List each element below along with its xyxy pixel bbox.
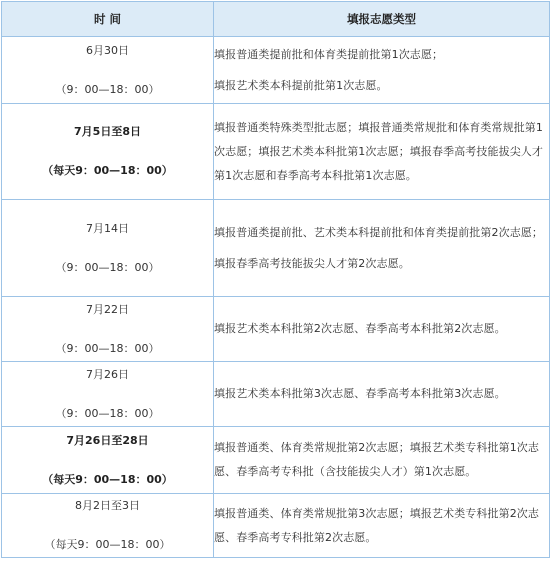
type-paragraph: 填报艺术类本科提前批第1次志愿。 [214, 78, 388, 92]
date-text: 7月14日 [86, 221, 129, 235]
table-row [2, 427, 550, 494]
table-header-row [2, 2, 550, 37]
type-paragraph: 填报普通类提前批、艺术类本科提前批和体育类提前批第2次志愿； [214, 225, 543, 239]
type-paragraph: 填报春季高考技能拔尖人才第2次志愿。 [214, 256, 410, 270]
type-cell [214, 37, 550, 104]
type-paragraph: 填报普通类、体育类常规批第2次志愿；填报艺术类专科批第1次志愿、春季高考专科批（含技能拔尖人才）第1次志愿。 [214, 441, 539, 478]
type-paragraph: 填报艺术类本科批第2次志愿、春季高考本科批第2次志愿。 [214, 322, 506, 335]
time-cell [2, 362, 214, 427]
hours-text: （9：00—18：00） [55, 406, 160, 420]
date-text: 7月22日 [86, 302, 129, 316]
type-cell [214, 200, 550, 297]
time-cell [2, 37, 214, 104]
type-cell [214, 494, 550, 558]
time-cell [2, 494, 214, 558]
hours-text: （9：00—18：00） [55, 341, 160, 355]
hours-text: （每天9：00—18：00） [42, 472, 173, 486]
type-cell [214, 362, 550, 427]
type-paragraph: 填报艺术类本科批第3次志愿、春季高考本科批第3次志愿。 [214, 387, 506, 400]
column-header-type: 填报志愿类型 [214, 2, 550, 37]
hours-text: （每天9：00—18：00） [44, 538, 171, 551]
time-cell [2, 427, 214, 494]
column-header-time: 时 间 [2, 2, 214, 37]
table-row [2, 362, 550, 427]
table-row [2, 200, 550, 297]
table-row [2, 494, 550, 558]
date-text: 7月26日 [86, 367, 129, 381]
time-cell [2, 200, 214, 297]
volunteer-schedule-table [1, 1, 550, 558]
date-text: 7月5日至8日 [74, 125, 141, 138]
type-paragraph: 填报普通类特殊类型批志愿；填报普通类常规批和体育类常规批第1次志愿；填报艺术类本科批第1次志愿；填报春季高考技能拔尖人才第1次志愿和春季高考本科批第1次志愿。 [214, 120, 543, 182]
time-cell [2, 297, 214, 362]
table-row [2, 37, 550, 104]
hours-text: （9：00—18：00） [55, 260, 160, 274]
date-text: 7月26日至28日 [66, 433, 149, 447]
table-row [2, 104, 550, 200]
hours-text: （每天9：00—18：00） [42, 164, 173, 177]
type-cell [214, 104, 550, 200]
date-text: 6月30日 [86, 43, 129, 57]
hours-text: （9：00—18：00） [55, 82, 160, 96]
type-paragraph: 填报普通类提前批和体育类提前批第1次志愿； [214, 47, 444, 61]
date-text: 8月2日至3日 [75, 499, 140, 512]
type-paragraph: 填报普通类、体育类常规批第3次志愿；填报艺术类专科批第2次志愿、春季高考专科批第2次志愿。 [214, 506, 539, 544]
type-cell [214, 297, 550, 362]
type-cell [214, 427, 550, 494]
time-cell [2, 104, 214, 200]
table-row [2, 297, 550, 362]
